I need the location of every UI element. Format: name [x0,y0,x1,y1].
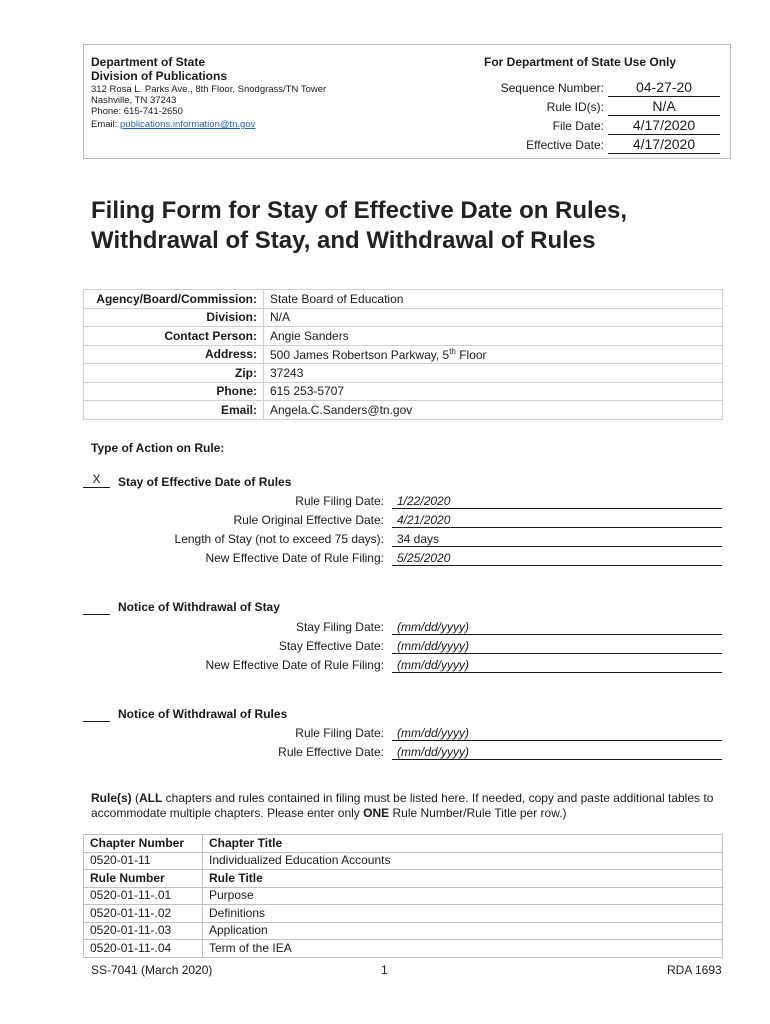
effective-date-label: Effective Date: [526,138,604,152]
rules-note-bold-all: ALL [139,791,163,805]
email-row [84,401,723,420]
dept-email [91,119,255,130]
dept-division: Division of Publications [91,69,228,83]
dept-title: Department of State [91,55,206,69]
withdraw-rules-check-field[interactable] [83,706,110,722]
page-title-line2: Withdrawal of Stay, and Withdrawal of Rules [91,227,596,254]
rules-instructions [91,791,731,821]
zip-value: 37243 [264,364,723,383]
rule-number-cell: 0520-01-11-.03 [84,922,203,940]
chapter-number-cell: 0520-01-11 [84,852,203,870]
stay-new-effective-label: New Effective Date of Rule Filing: [205,551,384,565]
rule-title-cell: Definitions [203,905,723,923]
rules-note-text-2: chapters and rules contained in filing must be listed here. If needed, copy and paste additional tables to accommodate multiple chapters. Please enter only [91,791,714,820]
stay-rule-filing-date-field[interactable]: 1/22/2020 [392,494,722,509]
division-row [84,308,723,327]
withdraw-rules-filing-label: Rule Filing Date: [295,726,384,740]
rule-number-cell: 0520-01-11-.04 [84,940,203,958]
file-date-value: 4/17/2020 [608,116,720,135]
page-title-line1: Filing Form for Stay of Effective Date on Rules, [91,197,628,224]
withdraw-rules-effective-field[interactable]: (mm/dd/yyyy) [392,745,722,760]
rule-title-cell: Application [203,922,723,940]
address-row [84,345,723,364]
stay-original-effective-field[interactable]: 4/21/2020 [392,513,722,528]
stay-original-effective-label: Rule Original Effective Date: [233,513,384,527]
use-only-heading: For Department of State Use Only [484,55,677,69]
withdraw-stay-effective-label: Stay Effective Date: [278,639,384,653]
rule-number-cell: 0520-01-11-.01 [84,887,203,905]
rule-title-cell: Term of the IEA [203,940,723,958]
zip-label: Zip: [84,364,264,383]
sequence-number-value: 04-27-20 [608,78,720,97]
rule-title-cell: Purpose [203,887,723,905]
address-value-tail: Floor [455,347,487,362]
effective-date-value: 4/17/2020 [608,135,720,154]
sequence-number-label: Sequence Number: [500,81,604,95]
contact-label: Contact Person: [84,327,264,346]
address-label: Address: [84,345,264,364]
division-value: N/A [264,308,723,327]
agency-value: State Board of Education [264,290,723,309]
type-of-action-heading: Type of Action on Rule: [91,441,225,455]
withdraw-stay-heading: Notice of Withdrawal of Stay [118,600,280,614]
withdraw-stay-filing-field[interactable]: (mm/dd/yyyy) [392,620,722,635]
withdraw-rules-filing-field[interactable]: (mm/dd/yyyy) [392,726,722,741]
stay-heading: Stay of Effective Date of Rules [118,475,292,489]
table-row [84,905,723,923]
dept-city: Nashville, TN 37243 [91,95,177,106]
dept-email-label: Email: [91,119,121,130]
address-value [264,345,723,364]
agency-label: Agency/Board/Commission: [84,290,264,309]
footer-form-number: SS-7041 (March 2020) [91,963,213,977]
rules-table [83,834,723,958]
rule-id-label: Rule ID(s): [546,100,604,114]
table-row [84,887,723,905]
rule-id-value: N/A [608,97,720,116]
page-title [91,196,627,256]
stay-check-field[interactable]: X [83,472,110,488]
stay-rule-filing-date-label: Rule Filing Date: [295,494,384,508]
chapter-header-row [84,835,723,853]
table-row [84,922,723,940]
rule-number-cell: 0520-01-11-.02 [84,905,203,923]
footer-rda: RDA 1693 [667,963,722,977]
dept-address: 312 Rosa L. Parks Ave., 8th Floor, Snodgrass/TN Tower [91,84,327,95]
phone-label: Phone: [84,382,264,401]
address-value-main: 500 James Robertson Parkway, 5 [270,347,450,362]
phone-row [84,382,723,401]
contact-value: Angie Sanders [264,327,723,346]
rules-note-text-3: Rule Number/Rule Title per row.) [389,806,567,820]
withdraw-rules-effective-label: Rule Effective Date: [278,745,384,759]
table-row [84,940,723,958]
chapter-title-header: Chapter Title [203,835,723,853]
email-label: Email: [84,401,264,420]
withdraw-stay-check-field[interactable] [83,599,110,615]
phone-value: 615 253-5707 [264,382,723,401]
stay-new-effective-field[interactable]: 5/25/2020 [392,551,722,566]
agency-table [83,289,723,420]
footer-page-number: 1 [381,963,388,977]
rules-note-bold-rules: Rule(s) [91,791,132,805]
stay-length-field[interactable]: 34 days [392,532,722,547]
contact-row [84,327,723,346]
withdraw-stay-filing-label: Stay Filing Date: [295,620,384,634]
agency-row [84,290,723,309]
chapter-number-header: Chapter Number [84,835,203,853]
rule-number-header: Rule Number [84,870,203,888]
division-label: Division: [84,308,264,327]
withdraw-stay-new-effective-field[interactable]: (mm/dd/yyyy) [392,658,722,673]
stay-length-label: Length of Stay (not to exceed 75 days): [174,532,384,546]
file-date-label: File Date: [552,119,604,133]
withdraw-stay-effective-field[interactable]: (mm/dd/yyyy) [392,639,722,654]
rule-title-header: Rule Title [203,870,723,888]
zip-row [84,364,723,383]
withdraw-stay-new-effective-label: New Effective Date of Rule Filing: [205,658,384,672]
withdraw-rules-heading: Notice of Withdrawal of Rules [118,707,288,721]
rules-note-bold-one: ONE [363,806,390,820]
chapter-title-cell: Individualized Education Accounts [203,852,723,870]
chapter-row [84,852,723,870]
dept-email-link[interactable]: publications.information@tn.gov [120,119,256,130]
dept-phone: Phone: 615-741-2650 [91,106,183,117]
email-value: Angela.C.Sanders@tn.gov [264,401,723,420]
rules-note-text-1: ( [131,791,140,805]
rule-header-row [84,870,723,888]
address-value-sup: th [449,346,456,356]
